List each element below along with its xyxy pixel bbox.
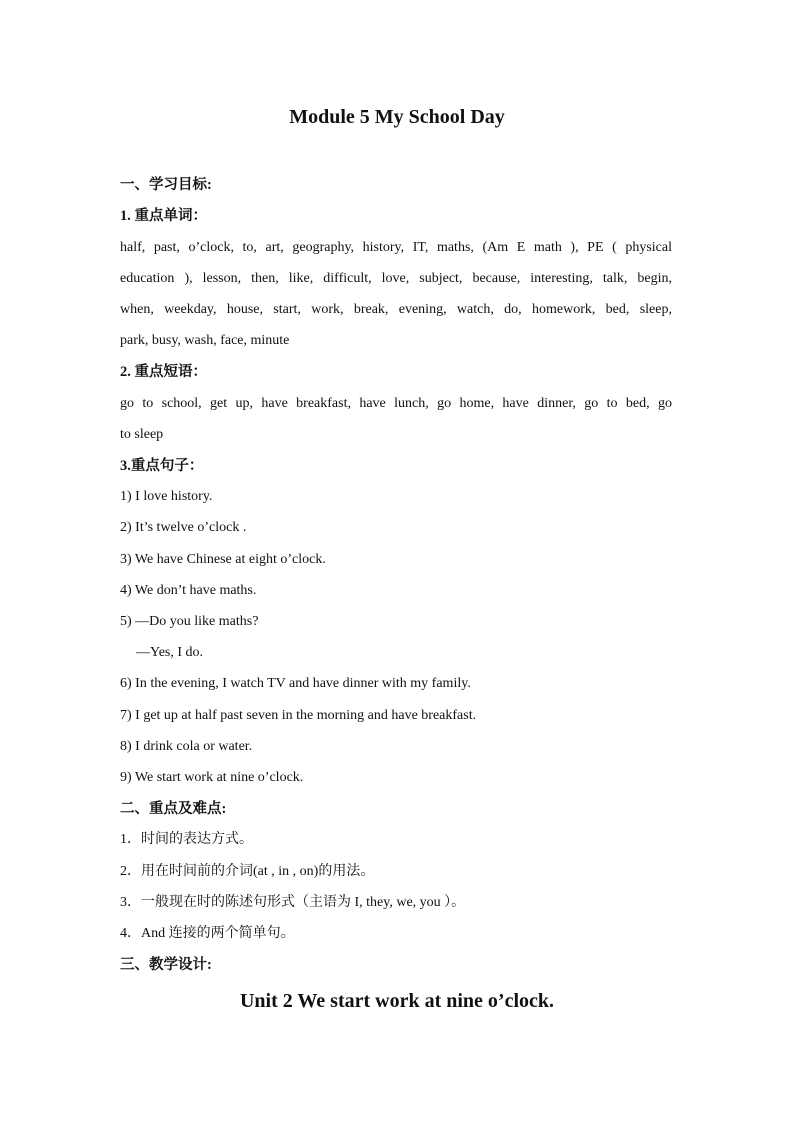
sentence-item: 9) We start work at nine o’clock. bbox=[120, 770, 304, 785]
sentences-heading: 3.重点句子： bbox=[120, 458, 204, 474]
key-point-item: 2．用在时间前的介词(at , in , on)的用法。 bbox=[120, 864, 375, 879]
page-title: Module 5 My School Day bbox=[289, 106, 505, 128]
objectives-heading: 一、学习目标: bbox=[120, 177, 212, 193]
key-point-item: 3．一般现在时的陈述句形式（主语为 I, they, we, you ）。 bbox=[120, 895, 466, 910]
phrases-heading: 2. 重点短语： bbox=[120, 364, 207, 380]
unit-title: Unit 2 We start work at nine o’clock. bbox=[239, 990, 555, 1012]
vocab-line: half, past, o’clock, to, art, geography, history, IT, maths, (Am E math ), PE ( physical bbox=[120, 240, 672, 255]
sentence-item: 1) I love history. bbox=[120, 489, 213, 504]
key-point-item: 4．And 连接的两个简单句。 bbox=[120, 926, 295, 941]
sentence-item: —Yes, I do. bbox=[136, 645, 204, 660]
vocab-line: education ), lesson, then, like, difficult, love, subject, because, interesting, talk, begin, bbox=[120, 271, 672, 286]
design-heading: 三、教学设计: bbox=[120, 957, 212, 973]
phrase-line: go to school, get up, have breakfast, have lunch, go home, have dinner, go to bed, go bbox=[120, 396, 672, 411]
sentence-item: 6) In the evening, I watch TV and have dinner with my family. bbox=[120, 676, 471, 691]
phrase-line: to sleep bbox=[120, 427, 164, 442]
sentence-item: 4) We don’t have maths. bbox=[120, 583, 257, 598]
vocab-heading: 1. 重点单词： bbox=[120, 208, 207, 224]
vocab-line: park, busy, wash, face, minute bbox=[120, 333, 290, 348]
key-points-heading: 二、重点及难点: bbox=[120, 801, 227, 817]
sentence-item: 5) —Do you like maths? bbox=[120, 614, 259, 629]
key-point-item: 1．时间的表达方式。 bbox=[120, 832, 253, 847]
sentence-item: 7) I get up at half past seven in the morning and have breakfast. bbox=[120, 708, 477, 723]
sentence-item: 8) I drink cola or water. bbox=[120, 739, 253, 754]
vocab-line: when, weekday, house, start, work, break, evening, watch, do, homework, bed, sleep, bbox=[120, 302, 672, 317]
sentence-item: 3) We have Chinese at eight o’clock. bbox=[120, 552, 326, 567]
sentence-item: 2) It’s twelve o’clock . bbox=[120, 520, 247, 535]
